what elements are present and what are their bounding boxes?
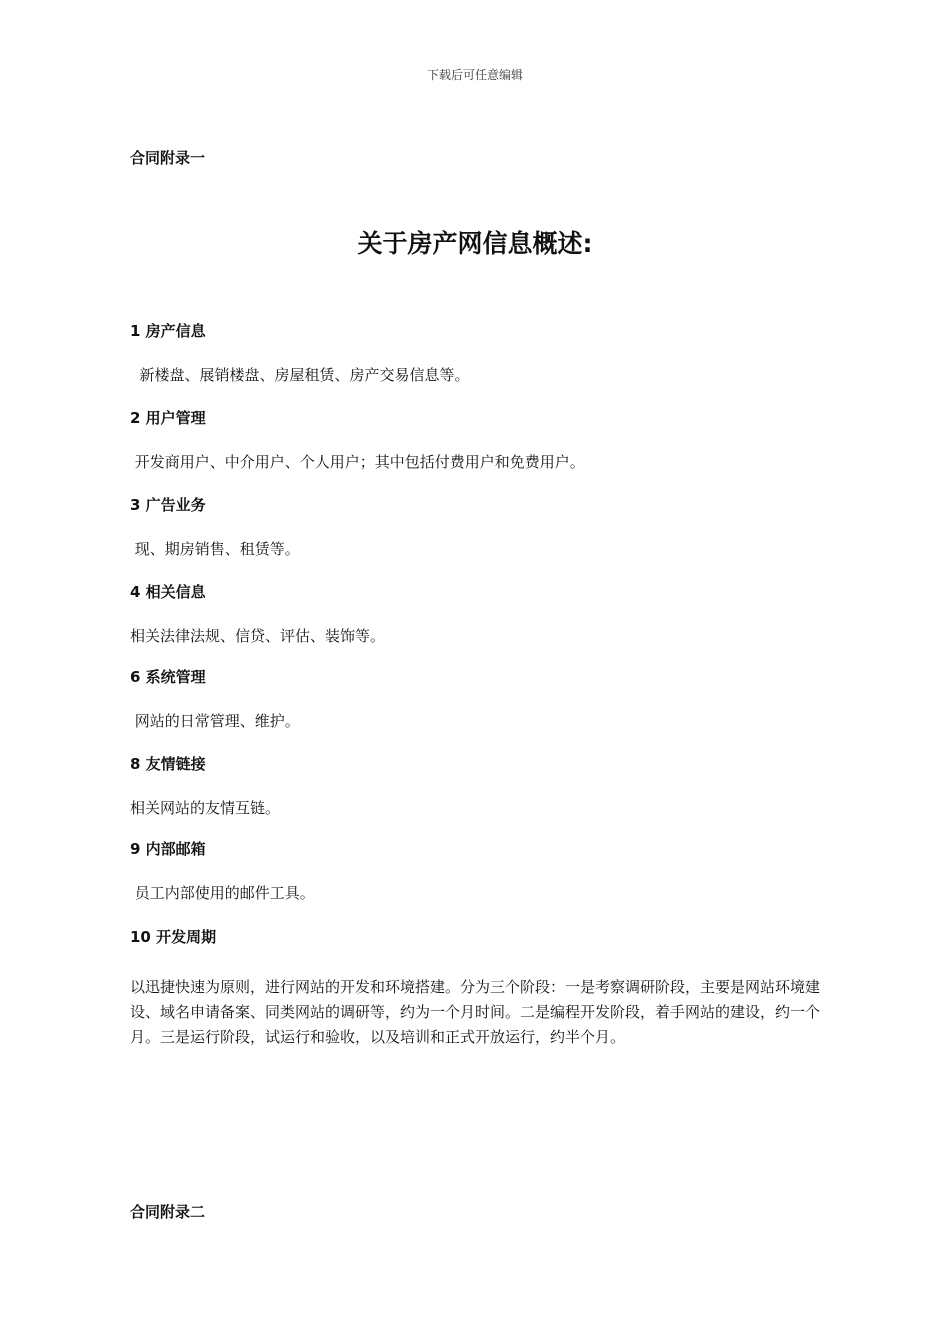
section-advertising bbox=[130, 495, 820, 559]
section-internal-mail bbox=[130, 839, 820, 903]
section-heading: 9 内部邮箱 bbox=[130, 840, 206, 858]
section-heading: 3 广告业务 bbox=[130, 496, 206, 514]
section-heading: 4 相关信息 bbox=[130, 583, 206, 601]
section-body: 开发商用户、中介用户、个人用户；其中包括付费用户和免费用户。 bbox=[130, 453, 585, 471]
section-friend-links bbox=[130, 754, 820, 818]
section-heading: 2 用户管理 bbox=[130, 409, 206, 427]
appendix-one-label: 合同附录一 bbox=[130, 149, 206, 167]
section-body: 以迅捷快速为原则，进行网站的开发和环境搭建。分为三个阶段：一是考察调研阶段，主要是网站环境建设、域名申请备案、同类网站的调研等，约为一个月时间。二是编程开发阶段，着手网站的建设，约一个月。三是运行阶段，试运行和验收，以及培训和正式开放运行，约半个月。 bbox=[130, 978, 821, 1046]
section-body: 新楼盘、展销楼盘、房屋租赁、房产交易信息等。 bbox=[130, 366, 470, 384]
section-body: 相关法律法规、信贷、评估、装饰等。 bbox=[130, 627, 386, 645]
appendix-two-label: 合同附录二 bbox=[130, 1203, 206, 1221]
section-body: 员工内部使用的邮件工具。 bbox=[130, 884, 315, 902]
section-heading: 6 系统管理 bbox=[130, 668, 206, 686]
section-body: 现、期房销售、租赁等。 bbox=[130, 540, 300, 558]
header-note: 下载后可任意编辑 bbox=[426, 68, 523, 82]
section-related-info bbox=[130, 582, 820, 646]
section-heading: 1 房产信息 bbox=[130, 322, 206, 340]
section-heading: 10 开发周期 bbox=[130, 928, 217, 946]
section-system-management bbox=[130, 667, 820, 731]
section-heading: 8 友情链接 bbox=[130, 755, 206, 773]
document-title: 关于房产网信息概述: bbox=[357, 229, 593, 258]
section-user-management bbox=[130, 408, 820, 472]
section-development-cycle bbox=[130, 927, 820, 1050]
section-body: 相关网站的友情互链。 bbox=[130, 799, 281, 817]
section-body: 网站的日常管理、维护。 bbox=[130, 712, 300, 730]
section-housing-info bbox=[130, 321, 820, 385]
